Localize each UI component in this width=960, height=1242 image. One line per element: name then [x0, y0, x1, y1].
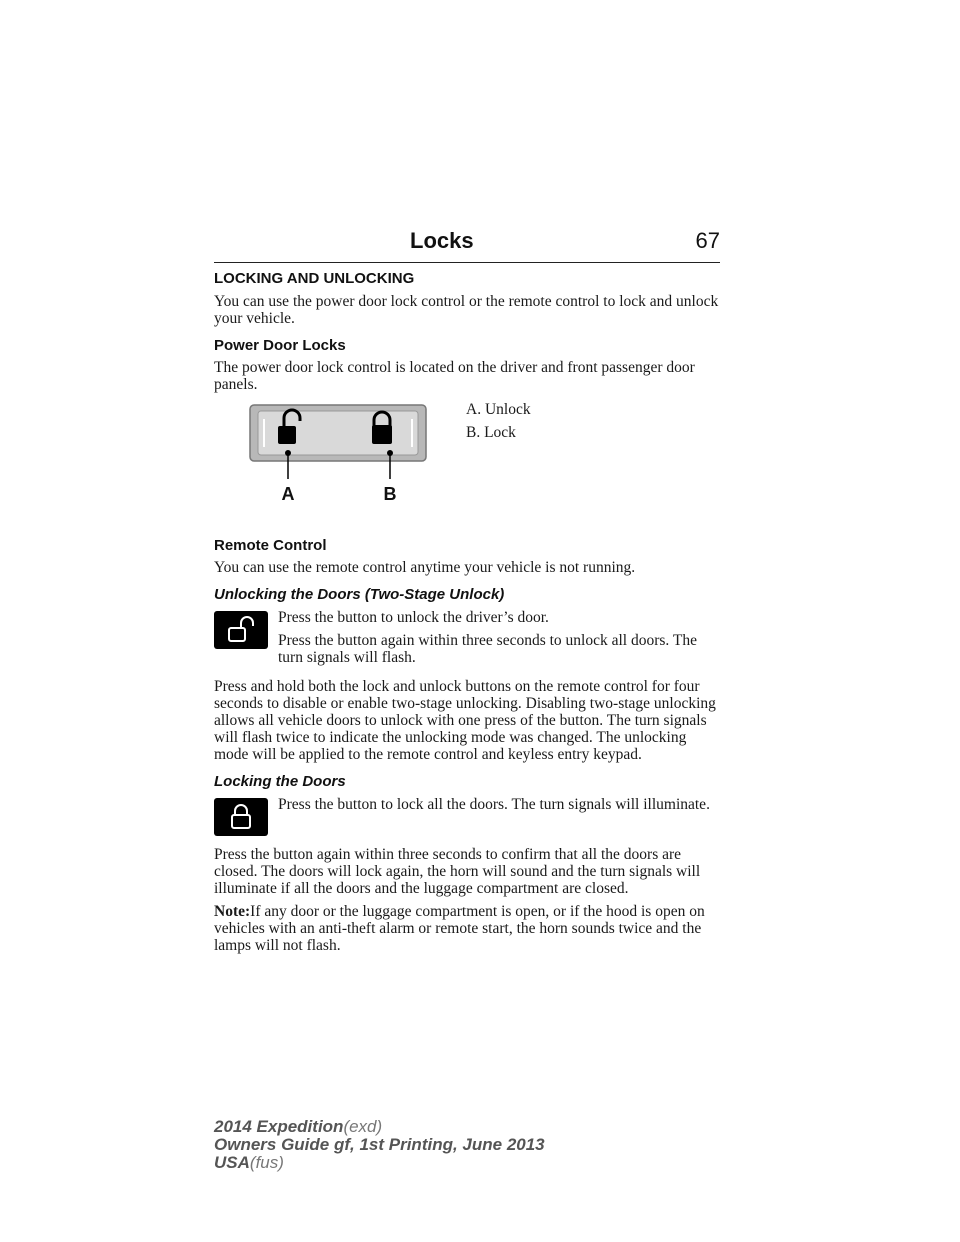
legend-lock: B. Lock	[466, 424, 516, 441]
page-number: 67	[695, 228, 720, 253]
intro-text: You can use the power door lock control or the remote control to lock and unlock your vehicle.	[214, 293, 719, 327]
lock-icon	[214, 798, 268, 836]
page-header	[214, 228, 720, 263]
note-text: If any door or the luggage compartment is open, or if the hood is open on vehicles with an anti-theft alarm or remote start, the horn sounds twice and the lamps will not flash.	[214, 903, 705, 954]
two-stage-text: Press and hold both the lock and unlock buttons on the remote control for four seconds to disable or enable two-stage unlocking. Disabling two-stage unlocking allows all vehicle doors to unlock with one press of the button. The turn signals will flash twice to indicate the unlocking mode was changed. The unlocking mode will be applied to the remote control and keyless entry keypad.	[214, 678, 716, 763]
footer-line-1	[214, 1118, 545, 1136]
lock-step-1: Press the button to lock all the doors. The turn signals will illuminate.	[278, 796, 710, 813]
footer-model-code: (exd)	[343, 1117, 383, 1136]
section-title: Locks	[410, 228, 474, 253]
remote-heading: Remote Control	[214, 537, 327, 554]
remote-text: You can use the remote control anytime your vehicle is not running.	[214, 559, 636, 576]
section-heading: LOCKING AND UNLOCKING	[214, 270, 415, 287]
power-locks-heading: Power Door Locks	[214, 337, 346, 354]
unlock-step-1: Press the button to unlock the driver’s door.	[278, 609, 549, 626]
footer-model: 2014 Expedition	[214, 1117, 344, 1136]
footer-printing: Owners Guide gf, 1st Printing, June 2013	[214, 1135, 545, 1154]
power-locks-text: The power door lock control is located on the driver and front passenger door panels.	[214, 359, 695, 393]
unlock-icon	[214, 611, 268, 649]
note-label: Note:	[214, 903, 251, 920]
unlocking-steps	[278, 609, 720, 672]
locking-steps	[278, 796, 710, 819]
footer-line-3	[214, 1154, 545, 1172]
unlocking-heading: Unlocking the Doors (Two-Stage Unlock)	[214, 586, 505, 603]
locking-row	[214, 796, 720, 836]
callout-a: A	[281, 484, 295, 504]
page-footer	[214, 1118, 545, 1172]
unlock-step-2: Press the button again within three seconds to unlock all doors. The turn signals will flash.	[278, 632, 697, 666]
footer-market-code: (fus)	[249, 1153, 284, 1172]
figure-legend	[466, 399, 531, 527]
locking-heading: Locking the Doors	[214, 773, 346, 790]
page-content	[214, 270, 720, 960]
footer-market: USA	[214, 1153, 250, 1172]
power-lock-switch-figure	[214, 399, 466, 527]
lock-step-2: Press the button again within three seconds to confirm that all the doors are closed. The doors will lock again, the horn will sound and the turn signals will illuminate if all the doors and the luggage compartment are closed.	[214, 846, 701, 897]
footer-line-2	[214, 1136, 545, 1154]
note-paragraph	[214, 903, 720, 954]
door-lock-switch-illustration	[214, 399, 466, 527]
power-lock-figure-row	[214, 399, 720, 527]
legend-unlock: A. Unlock	[466, 401, 531, 418]
unlocking-row	[214, 609, 720, 672]
callout-b: B	[383, 484, 397, 504]
